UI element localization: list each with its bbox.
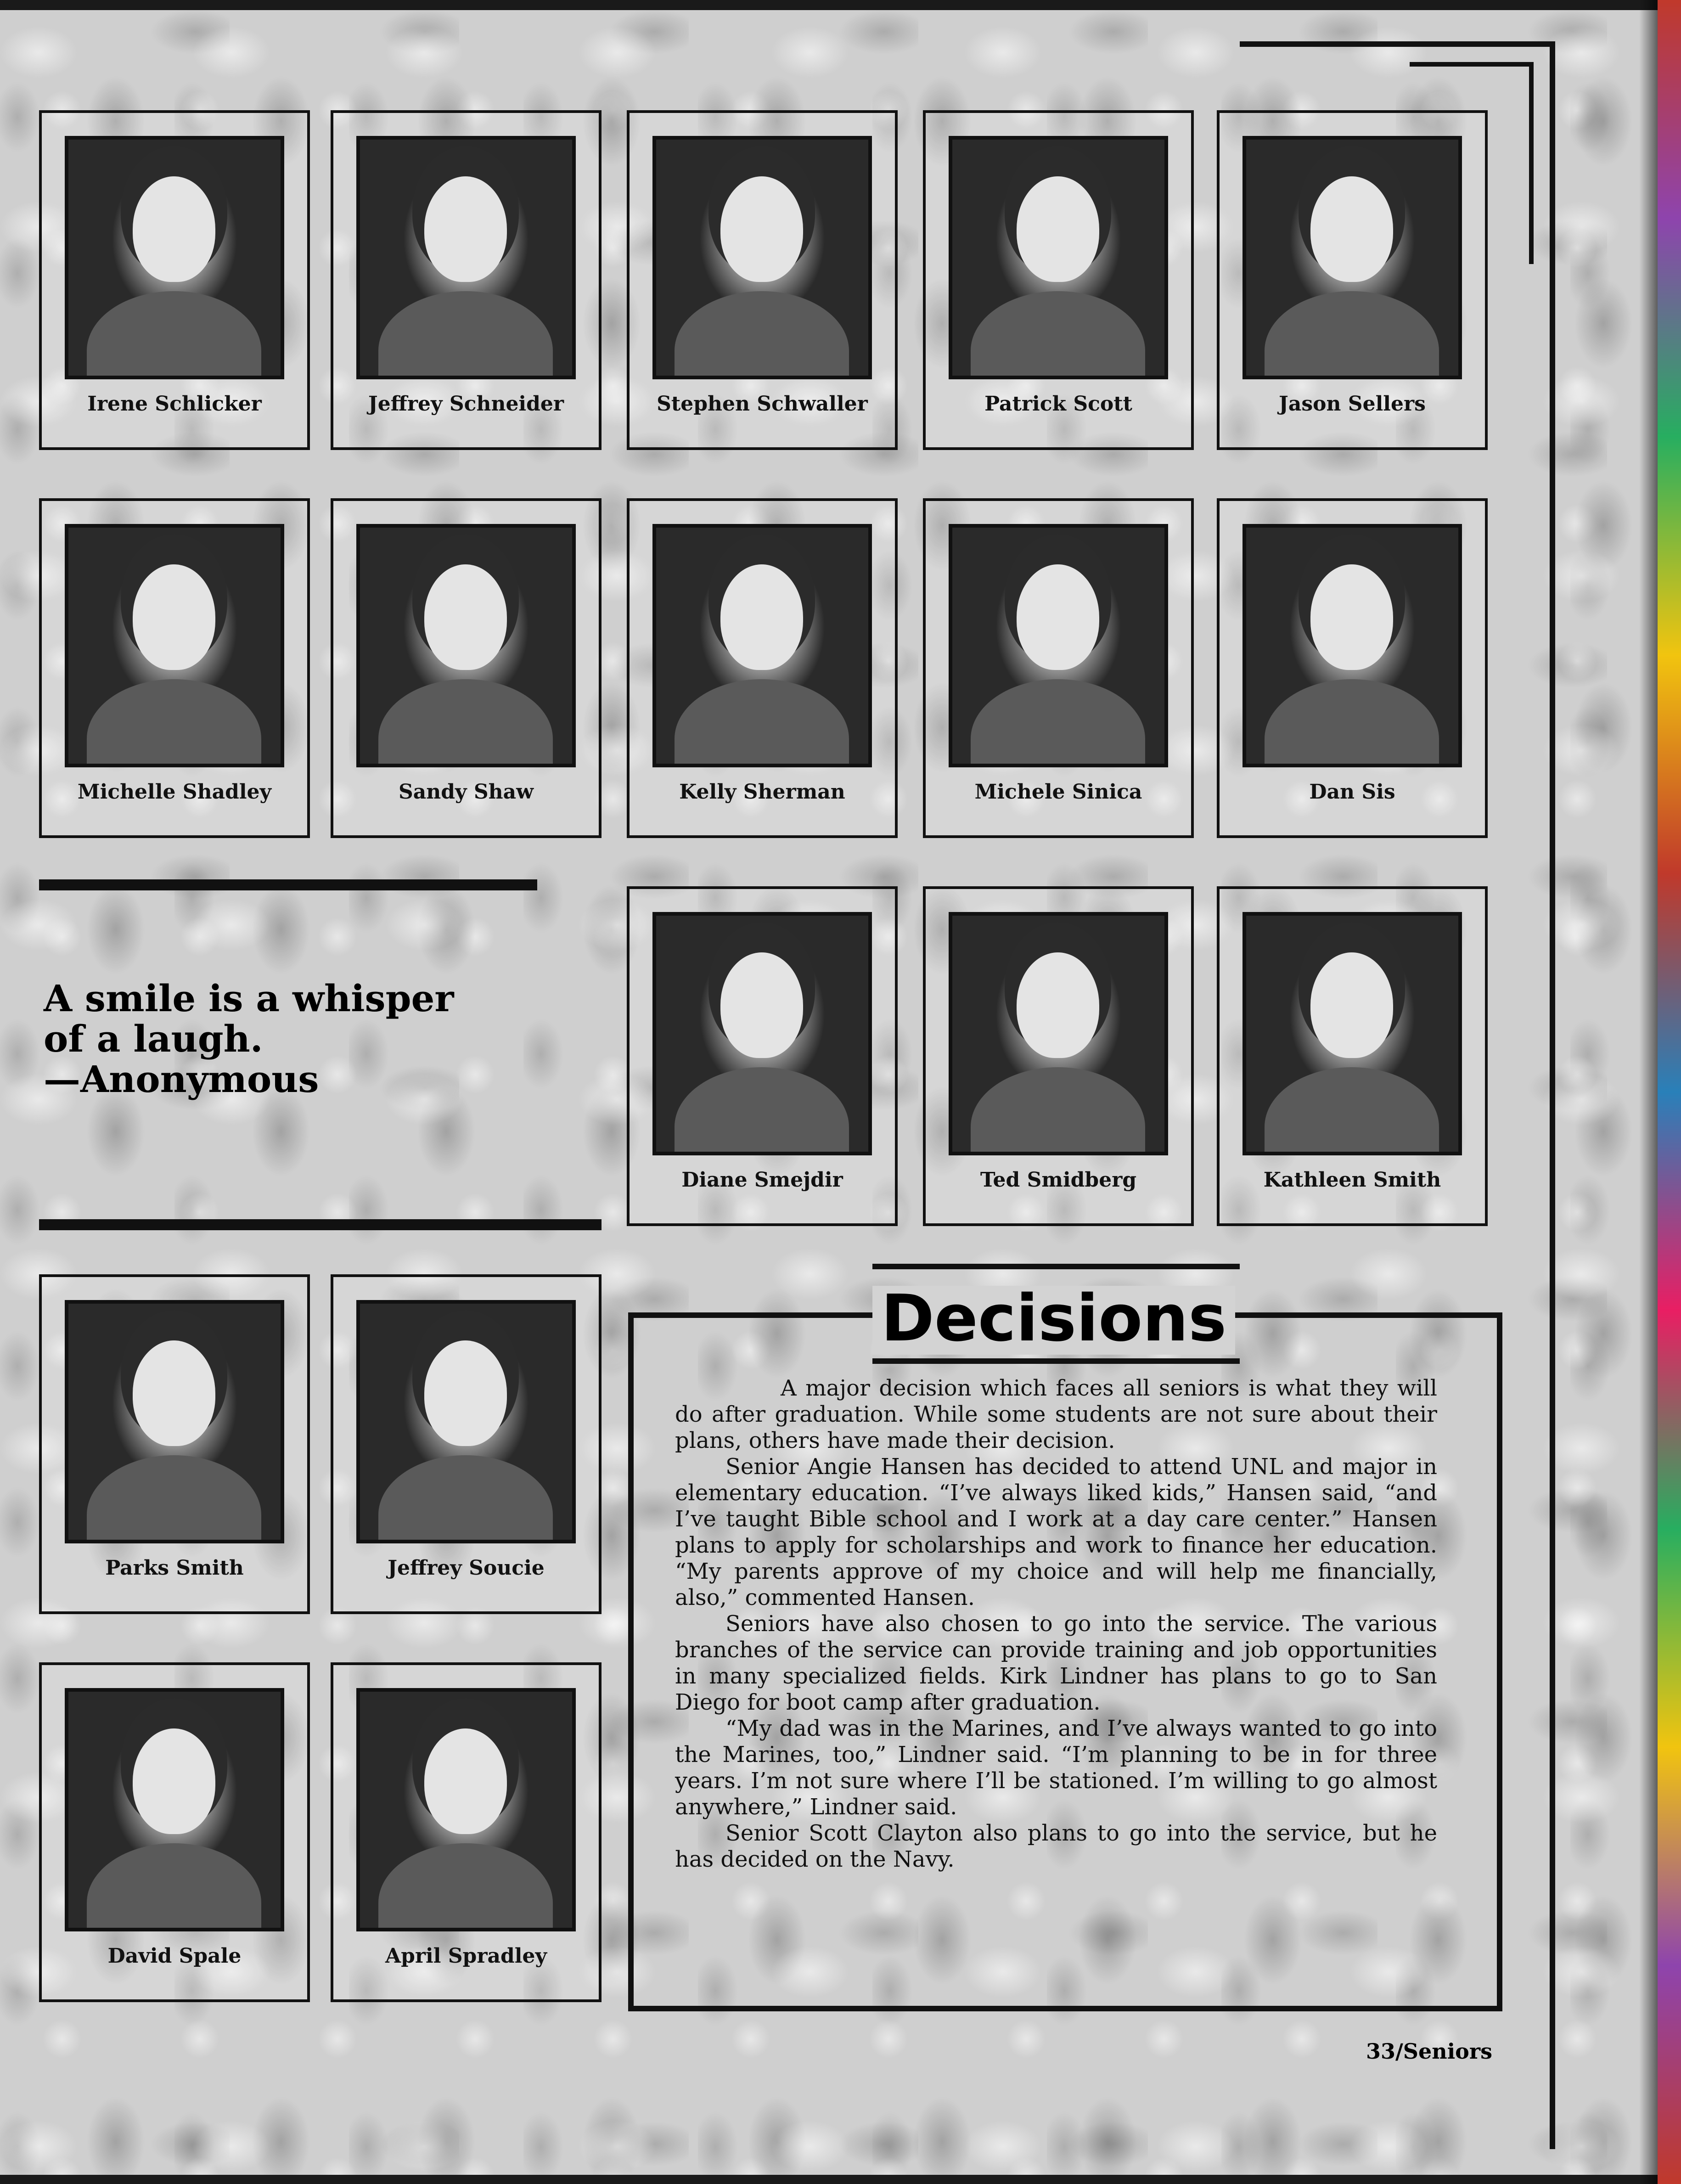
senior-name: April Spradley: [385, 1944, 547, 1968]
senior-portrait: [923, 110, 1194, 450]
senior-name: Ted Smidberg: [980, 1168, 1137, 1192]
senior-name: Stephen Schwaller: [657, 392, 868, 416]
portrait-photo: [65, 1688, 284, 1931]
senior-name: Jason Sellers: [1279, 392, 1426, 416]
senior-portrait: [1217, 886, 1488, 1226]
portrait-photo: [1242, 136, 1462, 379]
portrait-photo: [949, 524, 1168, 767]
senior-name: Irene Schlicker: [87, 392, 262, 416]
senior-portrait: [1217, 498, 1488, 838]
title-rule-bottom: [872, 1358, 1240, 1364]
page-number: 33/Seniors: [1366, 2039, 1492, 2064]
spine-shadow: [1639, 0, 1658, 2184]
senior-portrait: [923, 498, 1194, 838]
article-paragraph: A major decision which faces all seniors is what they will do after graduation. While some students are not sure about their plans, others have made their decision.: [675, 1375, 1437, 1453]
article-paragraph: Senior Angie Hansen has decided to attend UNL and major in elementary education. “I’ve always liked kids,” Hansen said, “and I’ve taught Bible school and I work at a day care center.” Hansen plans to apply for scholarships and work to finance her education. “My parents approve of my choice and will help me financially, also,” commented Hansen.: [675, 1454, 1437, 1610]
senior-name: Jeffrey Soucie: [388, 1556, 545, 1580]
quote-attribution: —Anonymous: [44, 1058, 319, 1101]
quote-rule-bottom: [39, 1219, 602, 1230]
quote-rule-top: [39, 879, 537, 890]
senior-name: Parks Smith: [105, 1556, 244, 1580]
senior-name: Kathleen Smith: [1263, 1168, 1441, 1192]
frame-line: [1410, 62, 1534, 67]
quote: [44, 978, 549, 1099]
senior-portrait: [331, 110, 602, 450]
senior-name: David Spale: [107, 1944, 242, 1968]
senior-name: Michele Sinica: [974, 780, 1142, 804]
quote-line: of a laugh.: [44, 1017, 263, 1060]
senior-portrait: [331, 498, 602, 838]
portrait-photo: [1242, 524, 1462, 767]
article-body: [675, 1375, 1437, 1873]
portrait-photo: [652, 136, 872, 379]
portrait-photo: [652, 912, 872, 1155]
portrait-photo: [949, 912, 1168, 1155]
portrait-photo: [356, 1300, 576, 1543]
senior-name: Dan Sis: [1309, 780, 1395, 804]
portrait-photo: [65, 136, 284, 379]
senior-portrait: [923, 886, 1194, 1226]
frame-line: [1550, 41, 1555, 2149]
portrait-photo: [949, 136, 1168, 379]
portrait-photo: [65, 524, 284, 767]
senior-name: Jeffrey Schneider: [368, 392, 564, 416]
portrait-photo: [356, 524, 576, 767]
senior-name: Kelly Sherman: [679, 780, 845, 804]
senior-portrait: [331, 1274, 602, 1614]
quote-line: A smile is a whisper: [44, 977, 454, 1020]
portrait-photo: [652, 524, 872, 767]
frame-line: [1240, 41, 1555, 47]
senior-name: Michelle Shadley: [77, 780, 272, 804]
article-paragraph: Seniors have also chosen to go into the service. The various branches of the service can provide training and job opportunities in many specialized fields. Kirk Lindner has plans to go to San Diego for boot camp after graduation.: [675, 1611, 1437, 1715]
portrait-photo: [1242, 912, 1462, 1155]
top-border: [0, 0, 1658, 10]
senior-portrait: [627, 886, 898, 1226]
senior-name: Sandy Shaw: [398, 780, 534, 804]
senior-portrait: [627, 498, 898, 838]
book-spine: [1658, 0, 1681, 2184]
article-title: Decisions: [881, 1281, 1227, 1356]
senior-portrait: [39, 110, 310, 450]
article-paragraph: “My dad was in the Marines, and I’ve always wanted to go into the Marines, too,” Lindner said. “I’m planning to be in for three years. I’m not sure where I’ll be stationed. I’m willing to go almost anywhere,” Lindner said.: [675, 1716, 1437, 1820]
senior-name: Patrick Scott: [984, 392, 1132, 416]
article-paragraph: Senior Scott Clayton also plans to go into the service, but he has decided on the Navy.: [675, 1820, 1437, 1872]
senior-portrait: [39, 1662, 310, 2002]
bottom-border: [0, 2175, 1658, 2184]
senior-portrait: [1217, 110, 1488, 450]
senior-portrait: [627, 110, 898, 450]
portrait-photo: [65, 1300, 284, 1543]
senior-name: Diane Smejdir: [681, 1168, 843, 1192]
portrait-photo: [356, 1688, 576, 1931]
senior-portrait: [39, 1274, 310, 1614]
frame-line: [1529, 62, 1534, 264]
senior-portrait: [331, 1662, 602, 2002]
title-rule-top: [872, 1264, 1240, 1269]
senior-portrait: [39, 498, 310, 838]
portrait-photo: [356, 136, 576, 379]
